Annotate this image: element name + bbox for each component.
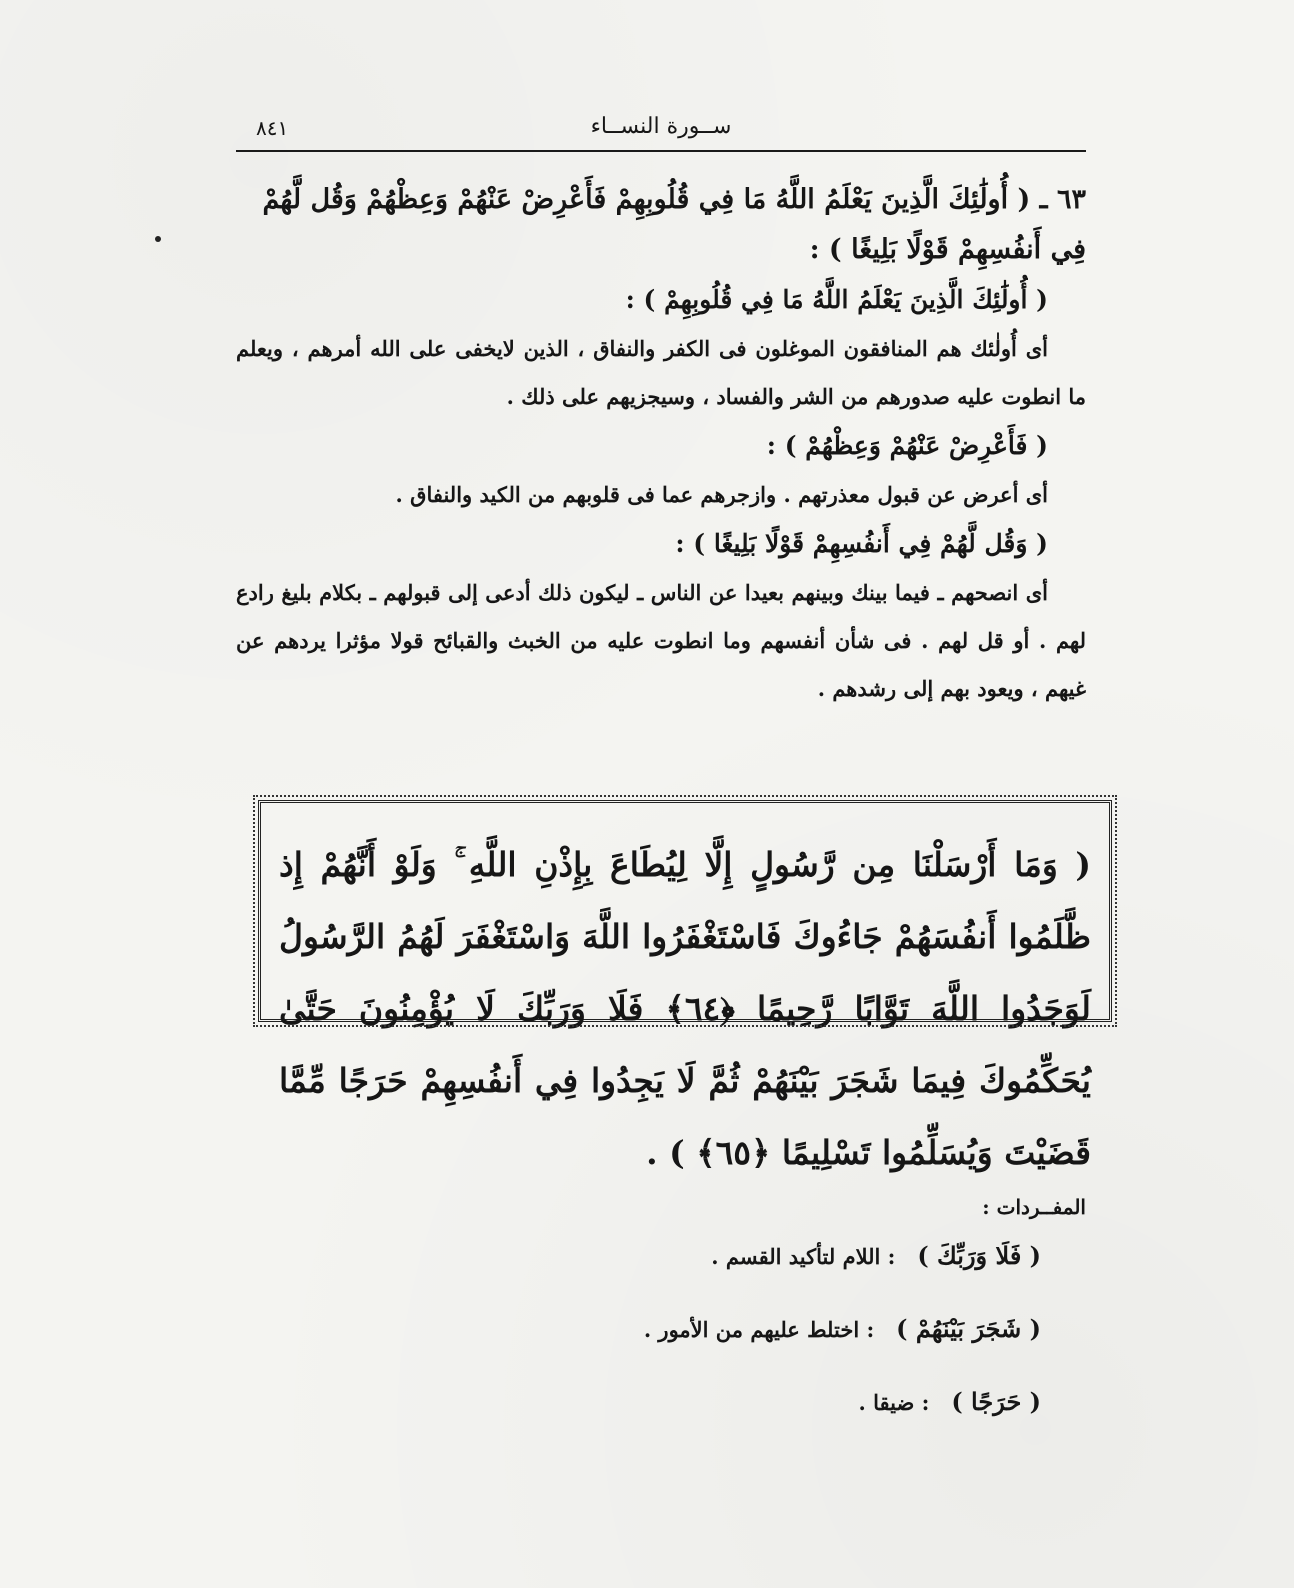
commentary-section (236, 175, 1086, 713)
page-number: ٨٤١ (256, 116, 289, 140)
vocab-term: ( فَلَا وَرَبِّكَ ) (917, 1241, 1041, 1270)
vocab-definition: : اللام لتأكيد القسم . (711, 1244, 896, 1269)
vocab-item (236, 1383, 1086, 1422)
vocab-item (236, 1237, 1086, 1276)
vocabulary-title: المفــردات : (982, 1195, 1086, 1219)
scan-speck (155, 236, 161, 242)
vocab-item (236, 1310, 1086, 1349)
page-header (236, 110, 1086, 150)
quote-2: ( فَأَعْرِضْ عَنْهُمْ وَعِظْهُمْ ) : (766, 431, 1048, 460)
vocabulary-section (236, 1195, 1086, 1456)
vocab-term: ( شَجَرَ بَيْنَهُمْ ) (896, 1314, 1041, 1343)
verse-text: ( وَمَا أَرْسَلْنَا مِن رَّسُولٍ إِلَّا لِيُطَاعَ بِإِذْنِ اللَّهِ ۚ وَلَوْ أَنَّهُمْ إِذ ظَّلَمُوا أَنفُسَهُمْ جَاءُوكَ فَاسْتَغْفَرُوا اللَّهَ وَاسْتَغْفَرَ لَهُمُ الرَّسُولُ لَوَجَدُوا اللَّهَ تَوَّابًا رَّحِيمًا ﴿٦٤﴾ فَلَا وَرَبِّكَ لَا يُؤْمِنُونَ حَتَّىٰ يُحَكِّمُوكَ فِيمَا شَجَرَ بَيْنَهُمْ ثُمَّ لَا يَجِدُوا فِي أَنفُسِهِمْ حَرَجًا مِّمَّا قَضَيْتَ وَيُسَلِّمُوا تَسْلِيمًا ﴿٦٥﴾ ) . (279, 845, 1091, 1172)
ayah-63-heading-line1: ٦٣ ـ ( أُولَٰئِكَ الَّذِينَ يَعْلَمُ اللَّهُ مَا فِي قُلُوبِهِمْ فَأَعْرِضْ عَنْهُمْ وَعِظْهُمْ وَقُل لَّهُمْ (262, 184, 1086, 215)
vocab-term: ( حَرَجًا ) (951, 1387, 1041, 1416)
explanation-3: أى انصحهم ـ فيما بينك وبينهم بعيدا عن الناس ـ ليكون ذلك أدعى إلى قبولهم ـ بكلام بليغ رادع لهم . أو قل لهم . فى شأن أنفسهم وما انطوت عليه من الخبث والقبائح قولا مؤثرا يردهم عن غيهم ، ويعود بهم إلى رشدهم . (236, 580, 1086, 701)
header-divider (236, 150, 1086, 152)
ayah-63-heading-line2: فِي أَنفُسِهِمْ قَوْلًا بَلِيغًا ) : (809, 234, 1086, 265)
vocab-definition: : ضيقا . (858, 1390, 930, 1415)
explanation-1: أى أُولٰئك هم المنافقون الموغلون فى الكفر والنفاق ، الذين لايخفى على الله أمرهم ، ويعلم ما انطوت عليه صدورهم من الشر والفساد ، وسيجزيهم على ذلك . (236, 336, 1086, 409)
vocab-definition: : اختلط عليهم من الأمور . (643, 1317, 875, 1342)
explanation-2: أى أعرض عن قبول معذرتهم . وازجرهم عما فى قلوبهم من الكيد والنفاق . (395, 482, 1048, 507)
surah-title: ســورة النســاء (590, 114, 732, 139)
quote-1: ( أُولَٰئِكَ الَّذِينَ يَعْلَمُ اللَّهُ مَا فِي قُلُوبِهِمْ ) : (625, 285, 1048, 314)
verse-frame (258, 800, 1112, 1172)
quote-3: ( وَقُل لَّهُمْ فِي أَنفُسِهِمْ قَوْلًا بَلِيغًا ) : (675, 529, 1048, 558)
